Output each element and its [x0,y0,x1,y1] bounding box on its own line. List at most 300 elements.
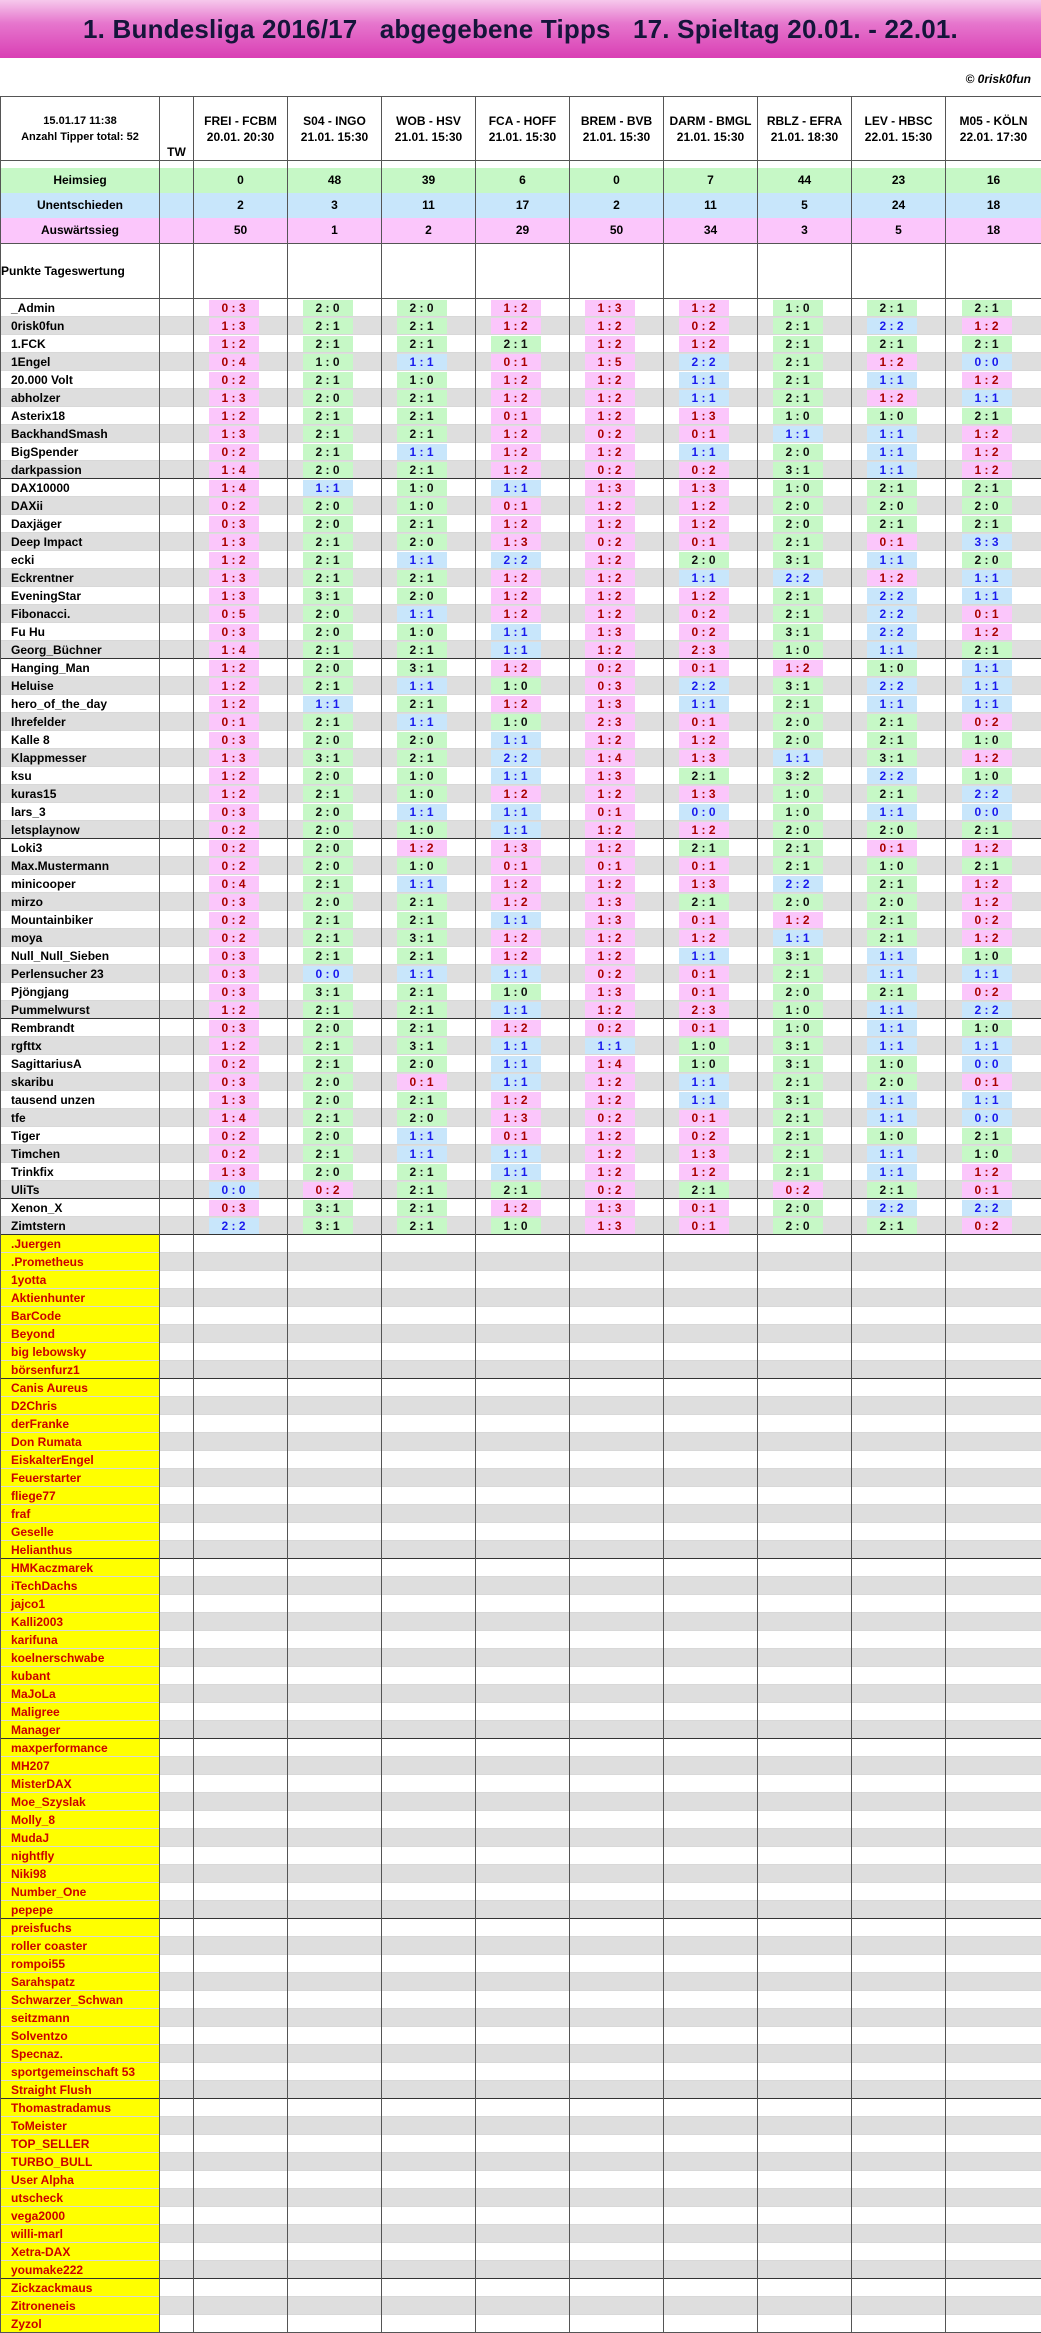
tw-cell [160,1019,194,1037]
missing-player-row [1,1523,1041,1541]
player-row [1,569,1041,587]
tip-cell [570,569,664,587]
missing-player-name: MisterDAX [1,1775,160,1793]
tip-value: 2 : 1 [867,1182,917,1198]
tip-cell [570,893,664,911]
tw-cell [160,893,194,911]
tip-value: 0 : 1 [679,1218,729,1234]
missing-player-name: Straight Flush [1,2081,160,2099]
tip-value: 2 : 1 [867,930,917,946]
player-row [1,1109,1041,1127]
tip-value: 0 : 2 [209,930,259,946]
tip-cell [946,461,1041,479]
tip-cell [570,641,664,659]
missing-player-row [1,2045,1041,2063]
tip-value: 1 : 3 [209,588,259,604]
tip-cell [382,1163,476,1181]
tip-cell [288,695,382,713]
tip-value: 1 : 0 [397,858,447,874]
tw-cell [160,1145,194,1163]
player-row [1,1127,1041,1145]
tip-value: 1 : 1 [867,1146,917,1162]
tip-value: 1 : 0 [773,804,823,820]
tip-value: 2 : 1 [491,1182,541,1198]
tip-value: 1 : 2 [491,660,541,676]
tip-value: 2 : 1 [962,1128,1012,1144]
tip-value: 1 : 0 [962,1146,1012,1162]
tip-cell [758,623,852,641]
tip-cell [570,875,664,893]
match-header [664,97,758,161]
missing-player-name: D2Chris [1,1397,160,1415]
missing-player-name: Zitroneneis [1,2297,160,2315]
tip-cell [946,1145,1041,1163]
tip-cell [664,425,758,443]
tip-cell [288,1217,382,1235]
tw-cell [160,551,194,569]
tip-cell [758,713,852,731]
tip-cell [946,389,1041,407]
tip-value: 1 : 2 [962,624,1012,640]
tip-cell [570,1109,664,1127]
player-row [1,965,1041,983]
tip-cell [194,1181,288,1199]
tip-cell [382,695,476,713]
tip-cell [382,317,476,335]
tip-cell [288,785,382,803]
tip-value: 1 : 3 [585,768,635,784]
missing-player-name: Maligree [1,1703,160,1721]
tip-value: 2 : 1 [773,1074,823,1090]
tip-value: 1 : 1 [867,372,917,388]
tip-cell [570,911,664,929]
tip-value: 1 : 1 [679,570,729,586]
tip-value: 1 : 1 [491,1002,541,1018]
tip-cell [288,497,382,515]
tw-cell [160,965,194,983]
match-header [382,97,476,161]
tip-cell [946,1163,1041,1181]
tip-value: 1 : 2 [209,1038,259,1054]
tip-cell [288,749,382,767]
player-name: kuras15 [1,785,160,803]
player-name: Asterix18 [1,407,160,425]
tip-value: 1 : 0 [397,480,447,496]
tip-cell [476,911,570,929]
tip-value: 3 : 1 [303,984,353,1000]
tip-cell [194,1127,288,1145]
player-row [1,425,1041,443]
tip-value: 1 : 2 [585,588,635,604]
tip-cell [288,947,382,965]
missing-player-row [1,1703,1041,1721]
tip-value: 3 : 1 [303,1218,353,1234]
punkte-label: Punkte Tageswertung [1,244,160,299]
tip-cell [288,443,382,461]
tip-cell [570,1001,664,1019]
tip-cell [476,839,570,857]
tip-value: 0 : 2 [585,534,635,550]
tip-cell [382,1145,476,1163]
tip-cell [664,389,758,407]
tip-cell [852,1019,946,1037]
tip-value: 1 : 1 [867,804,917,820]
tip-value: 1 : 0 [773,786,823,802]
player-name: BigSpender [1,443,160,461]
tip-value: 2 : 1 [773,1164,823,1180]
missing-player-name: Number_One [1,1883,160,1901]
missing-player-row [1,1415,1041,1433]
tip-value: 1 : 2 [773,912,823,928]
tip-cell [852,695,946,713]
match-header [288,97,382,161]
tip-cell [758,497,852,515]
tip-value: 1 : 3 [585,912,635,928]
tip-value: 1 : 1 [491,804,541,820]
player-name: Georg_Büchner [1,641,160,659]
tw-cell [160,1037,194,1055]
tipper-total: Anzahl Tipper total: 52 [1,129,159,145]
tip-cell [382,533,476,551]
tip-cell [288,407,382,425]
tip-cell [946,551,1041,569]
tip-cell [194,335,288,353]
tip-cell [194,695,288,713]
tip-cell [194,893,288,911]
missing-player-name: HMKaczmarek [1,1559,160,1577]
tip-value: 2 : 1 [303,1056,353,1072]
tip-value: 3 : 1 [773,462,823,478]
stat-value: 2 [570,193,664,218]
tip-cell [946,533,1041,551]
tip-cell [758,947,852,965]
tip-cell [476,317,570,335]
tip-value: 3 : 1 [303,588,353,604]
tip-value: 1 : 2 [585,840,635,856]
tip-value: 3 : 1 [397,660,447,676]
tip-cell [664,821,758,839]
player-row [1,335,1041,353]
tip-cell [946,1037,1041,1055]
tip-cell [194,497,288,515]
tip-value: 2 : 1 [303,1146,353,1162]
player-name: DAXii [1,497,160,515]
tip-cell [570,965,664,983]
tip-cell [664,1073,758,1091]
tip-cell [382,1217,476,1235]
player-name: Eckrentner [1,569,160,587]
tip-cell [288,479,382,497]
tip-value: 1 : 1 [867,642,917,658]
tw-cell [160,677,194,695]
tip-cell [382,407,476,425]
tip-value: 2 : 0 [303,624,353,640]
tip-value: 0 : 2 [585,660,635,676]
tip-value: 1 : 2 [585,876,635,892]
tip-cell [194,1091,288,1109]
tip-value: 2 : 1 [397,1020,447,1036]
tip-value: 1 : 2 [209,768,259,784]
tip-cell [852,443,946,461]
tip-cell [664,551,758,569]
tip-cell [288,983,382,1001]
missing-player-row [1,1397,1041,1415]
tip-value: 1 : 0 [397,822,447,838]
tip-value: 2 : 1 [397,1092,447,1108]
player-name: Perlensucher 23 [1,965,160,983]
tip-cell [758,749,852,767]
player-row [1,515,1041,533]
tip-value: 2 : 1 [679,840,729,856]
missing-player-row [1,1253,1041,1271]
missing-player-row [1,1613,1041,1631]
missing-player-name: pepepe [1,1901,160,1919]
tip-cell [382,983,476,1001]
tip-cell [570,1055,664,1073]
tip-cell [946,1199,1041,1217]
match-date: 21.01. 15:30 [664,129,757,145]
tip-cell [946,605,1041,623]
tip-cell [476,1091,570,1109]
tip-value: 2 : 0 [867,822,917,838]
tip-value: 2 : 0 [303,822,353,838]
tip-value: 0 : 0 [962,354,1012,370]
tip-value: 2 : 1 [303,426,353,442]
tip-cell [194,857,288,875]
tip-value: 0 : 3 [209,984,259,1000]
tip-cell [194,821,288,839]
tip-value: 1 : 3 [679,480,729,496]
tip-value: 0 : 2 [303,1182,353,1198]
missing-player-name: karifuna [1,1631,160,1649]
tip-cell [758,605,852,623]
missing-player-name: .Prometheus [1,1253,160,1271]
page-title: 1. Bundesliga 2016/17 abgegebene Tipps 17. Spieltag 20.01. - 22.01. [83,14,958,45]
tip-cell [382,857,476,875]
tip-value: 2 : 1 [867,984,917,1000]
tip-value: 1 : 2 [585,372,635,388]
tip-cell [664,983,758,1001]
tip-value: 0 : 2 [209,372,259,388]
tip-cell [852,605,946,623]
tip-cell [852,1091,946,1109]
tip-value: 1 : 1 [867,948,917,964]
tip-value: 2 : 1 [867,300,917,316]
tip-cell [570,785,664,803]
tip-cell [852,1199,946,1217]
tw-cell [160,641,194,659]
player-row [1,443,1041,461]
tip-cell [476,1181,570,1199]
tip-cell [288,1055,382,1073]
missing-player-name: Zyzol [1,2315,160,2333]
tip-cell [382,749,476,767]
tip-cell [946,569,1041,587]
tip-cell [570,821,664,839]
tip-cell [852,407,946,425]
tip-value: 1 : 0 [397,768,447,784]
tip-cell [852,947,946,965]
tip-cell [758,875,852,893]
tip-cell [946,371,1041,389]
player-name: Klappmesser [1,749,160,767]
missing-player-row [1,1433,1041,1451]
tip-cell [852,461,946,479]
tip-value: 2 : 1 [303,318,353,334]
tip-value: 0 : 3 [209,948,259,964]
missing-player-name: .Juergen [1,1235,160,1253]
missing-player-row [1,2243,1041,2261]
tip-cell [476,749,570,767]
tip-cell [194,641,288,659]
tip-value: 1 : 1 [491,768,541,784]
match-pair: FREI - FCBM [194,113,287,129]
player-name: mirzo [1,893,160,911]
tip-value: 2 : 0 [773,498,823,514]
tip-value: 1 : 1 [679,1074,729,1090]
missing-player-row [1,1937,1041,1955]
tip-value: 0 : 1 [491,858,541,874]
tip-value: 2 : 0 [303,300,353,316]
tip-cell [382,875,476,893]
tip-value: 0 : 1 [679,660,729,676]
tw-header [160,97,194,161]
tip-cell [946,731,1041,749]
tip-cell [758,1037,852,1055]
missing-player-row [1,1829,1041,1847]
stat-value: 6 [476,168,570,193]
tip-value: 1 : 2 [491,1020,541,1036]
player-row [1,785,1041,803]
tw-cell [160,857,194,875]
tw-cell [160,659,194,677]
tip-cell [664,1109,758,1127]
tip-cell [570,731,664,749]
tip-cell [570,407,664,425]
tip-value: 1 : 2 [962,750,1012,766]
tip-value: 2 : 0 [303,606,353,622]
tip-value: 2 : 0 [303,462,353,478]
player-name: Deep Impact [1,533,160,551]
tip-value: 1 : 1 [397,966,447,982]
tip-value: 1 : 1 [962,390,1012,406]
tip-value: 0 : 2 [962,912,1012,928]
tw-cell [160,911,194,929]
player-row [1,533,1041,551]
tip-value: 2 : 1 [397,750,447,766]
tip-value: 2 : 1 [773,390,823,406]
tip-value: 1 : 2 [397,840,447,856]
tip-cell [570,551,664,569]
tip-value: 0 : 4 [209,876,259,892]
tip-value: 2 : 2 [867,624,917,640]
player-row [1,695,1041,713]
tip-value: 1 : 1 [491,1146,541,1162]
tip-value: 1 : 1 [867,462,917,478]
tip-cell [852,857,946,875]
player-name: Hanging_Man [1,659,160,677]
tip-value: 2 : 3 [679,642,729,658]
missing-player-row [1,2297,1041,2315]
tip-value: 1 : 2 [585,552,635,568]
update-datetime: 15.01.17 11:38 [1,113,159,129]
tip-cell [852,839,946,857]
tip-cell [570,623,664,641]
player-name: Tiger [1,1127,160,1145]
stat-value: 2 [382,218,476,244]
missing-player-name: preisfuchs [1,1919,160,1937]
match-date: 22.01. 17:30 [946,129,1041,145]
missing-player-name: Feuerstarter [1,1469,160,1487]
tip-value: 1 : 2 [491,426,541,442]
missing-player-row [1,1541,1041,1559]
tip-cell [946,623,1041,641]
stat-value: 24 [852,193,946,218]
tip-cell [664,1217,758,1235]
match-date: 21.01. 15:30 [382,129,475,145]
tip-cell [664,839,758,857]
tip-value: 0 : 0 [962,1110,1012,1126]
tip-cell [476,623,570,641]
tips-table [0,96,1041,2333]
tip-value: 1 : 2 [962,318,1012,334]
missing-player-name: Specnaz. [1,2045,160,2063]
tw-cell [160,1181,194,1199]
tip-value: 2 : 1 [303,336,353,352]
tip-cell [946,317,1041,335]
tip-value: 1 : 2 [491,786,541,802]
tip-cell [194,317,288,335]
tip-cell [194,371,288,389]
tw-cell [160,983,194,1001]
tip-cell [758,1001,852,1019]
tip-value: 1 : 0 [397,624,447,640]
tip-value: 2 : 1 [679,894,729,910]
tip-value: 2 : 2 [962,786,1012,802]
missing-player-row [1,1757,1041,1775]
tip-cell [570,1127,664,1145]
tip-value: 1 : 1 [773,426,823,442]
tip-value: 1 : 1 [491,642,541,658]
tip-cell [664,461,758,479]
tip-cell [570,947,664,965]
tip-value: 2 : 0 [303,1092,353,1108]
tip-cell [570,317,664,335]
tip-cell [476,299,570,317]
tip-value: 1 : 2 [962,1164,1012,1180]
tip-value: 1 : 0 [773,642,823,658]
tip-value: 1 : 2 [585,1128,635,1144]
tip-cell [852,1127,946,1145]
tip-value: 1 : 0 [867,408,917,424]
tip-cell [852,767,946,785]
tip-cell [664,1001,758,1019]
tip-cell [664,1037,758,1055]
tip-cell [664,317,758,335]
stat-value: 0 [570,168,664,193]
missing-player-row [1,2081,1041,2099]
tip-cell [946,839,1041,857]
tip-cell [476,1199,570,1217]
match-date: 21.01. 18:30 [758,129,851,145]
tip-cell [852,821,946,839]
tip-value: 0 : 2 [585,462,635,478]
tip-value: 0 : 0 [209,1182,259,1198]
tip-cell [570,1163,664,1181]
tip-cell [476,1109,570,1127]
player-row [1,317,1041,335]
tip-cell [194,407,288,425]
